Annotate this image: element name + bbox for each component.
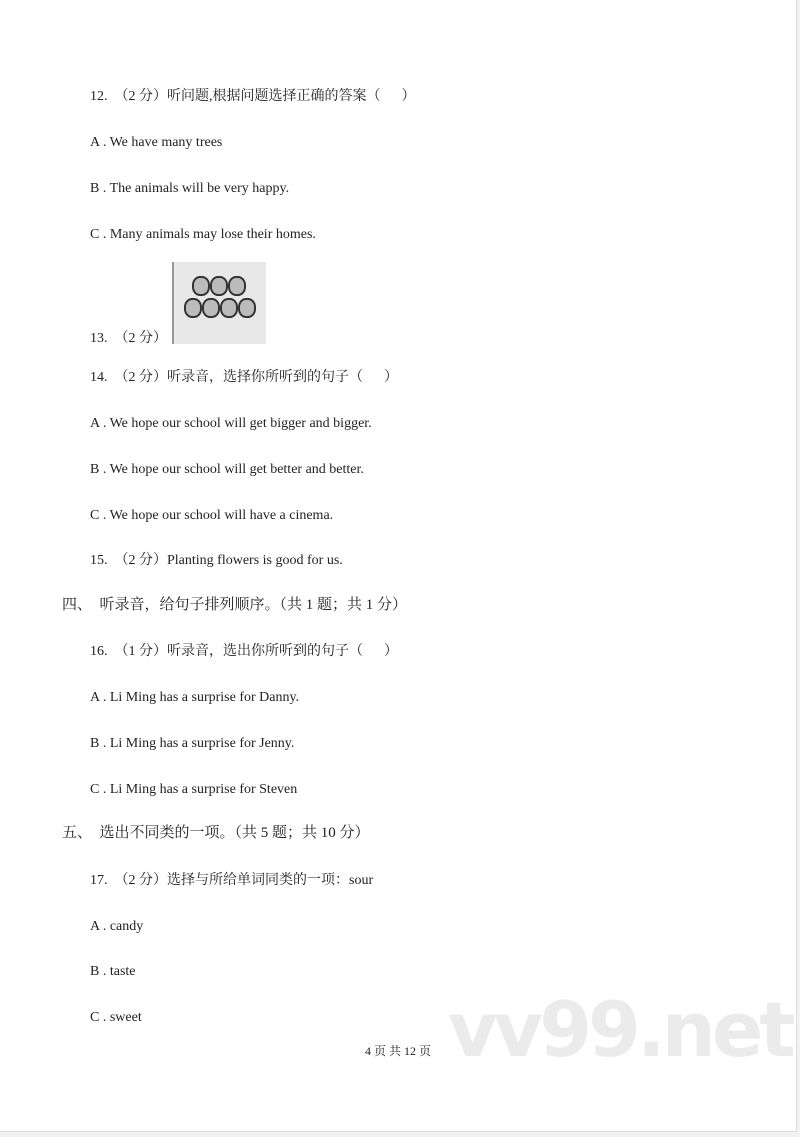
question-14-option-a: A . We hope our school will get bigger and bigger. (90, 416, 372, 431)
watermark: vv99.net (448, 985, 792, 1074)
question-17-option-c: C . sweet (90, 1010, 142, 1025)
question-13-stem: 13. （2 分） (90, 331, 167, 346)
question-14-option-c: C . We hope our school will have a cinema. (90, 508, 334, 523)
question-14-stem: 14. （2 分）听录音，选择你所听到的句子（ ） (90, 370, 398, 385)
question-15-stem: 15. （2 分）Planting flowers is good for us. (90, 553, 343, 568)
question-12-option-c: C . Many animals may lose their homes. (90, 227, 316, 242)
question-12-option-a: A . We have many trees (90, 135, 223, 150)
section-4-heading: 四、 听录音，给句子排列顺序。（共 1 题；共 1 分） (62, 597, 408, 613)
question-13-image (172, 262, 266, 344)
question-12-option-b: B . The animals will be very happy. (90, 181, 290, 196)
question-17-option-b: B . taste (90, 964, 136, 979)
question-16-option-b: B . Li Ming has a surprise for Jenny. (90, 736, 295, 751)
page-number: 4 页 共 12 页 (365, 1044, 432, 1058)
question-12-stem: 12. （2 分）听问题,根据问题选择正确的答案（ ） (90, 89, 416, 104)
question-16-option-c: C . Li Ming has a surprise for Steven (90, 782, 298, 797)
section-5-heading: 五、 选出不同类的一项。（共 5 题；共 10 分） (62, 825, 370, 841)
question-17-option-a: A . candy (90, 919, 144, 934)
question-14-option-b: B . We hope our school will get better and better. (90, 462, 364, 477)
question-16-option-a: A . Li Ming has a surprise for Danny. (90, 690, 300, 705)
question-17-stem: 17. （2 分）选择与所给单词同类的一项：sour (90, 873, 374, 888)
question-16-stem: 16. （1 分）听录音，选出你所听到的句子（ ） (90, 644, 398, 659)
